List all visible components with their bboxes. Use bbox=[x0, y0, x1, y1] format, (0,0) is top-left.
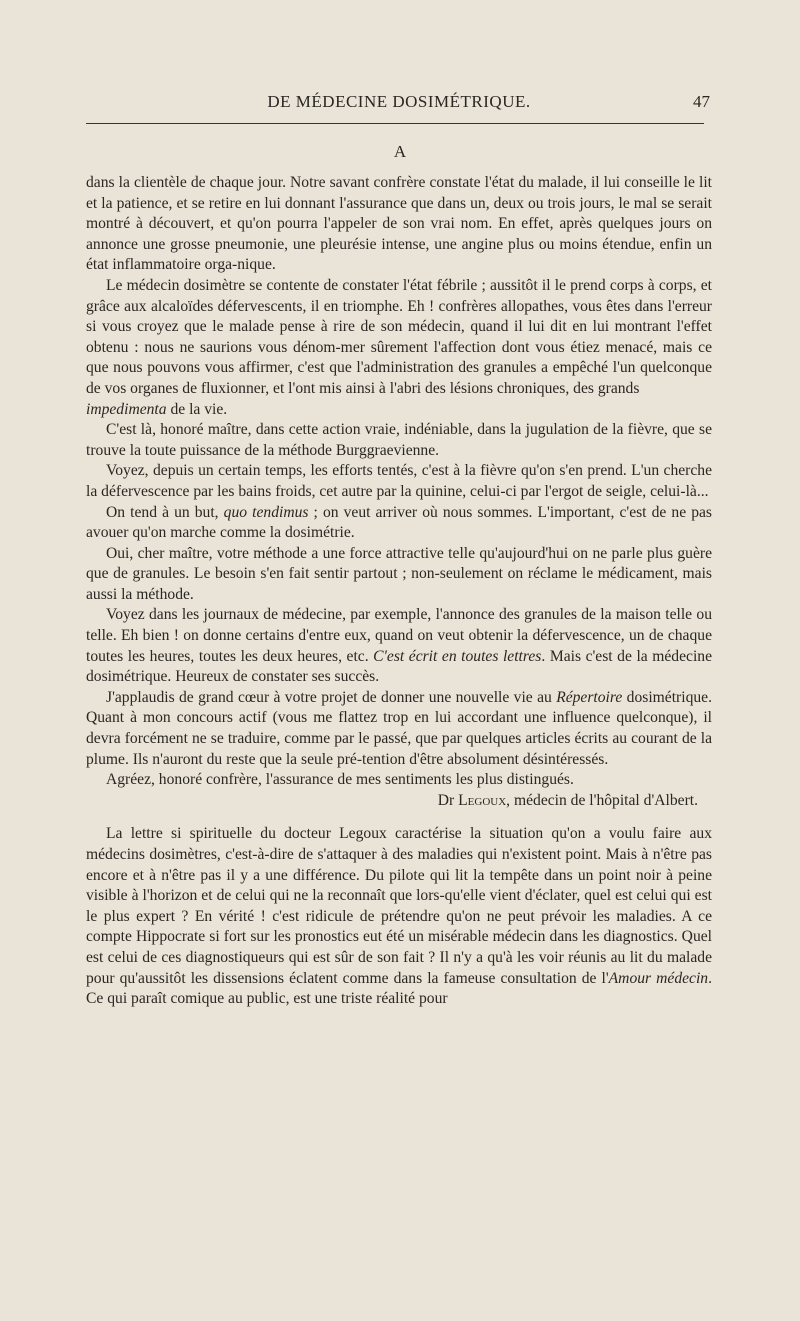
signature-rest: , médecin de l'hôpital d'Albert. bbox=[506, 791, 698, 809]
commentary-paragraph bbox=[86, 824, 712, 1009]
text-run: Voyez dans les journaux de médecine, par exemple, l'annonce des granules de la maison telle ou telle. Eh bien ! on donne certains d'entre eux, quand on veut obtenir la défervescence, un de chaque toutes les heures, toutes les deux heures, etc. bbox=[86, 606, 712, 665]
section-letter: A bbox=[393, 142, 407, 161]
paragraph-continuation bbox=[86, 400, 712, 421]
paragraph-gap bbox=[86, 811, 712, 824]
text-run: dosimétrique. Quant à mon concours actif (vous me flattez trop en lui accordant une influence quelconque), il devra forcément ne se traduire, comme par le passé, que par quelques articles écrits au courant de la plume. Ils n'auront du reste que la seule pré-tention d'être absolument désintéressés. bbox=[86, 688, 712, 768]
page-number: 47 bbox=[693, 92, 710, 111]
closing-line: Agréez, honoré confrère, l'assurance de mes sentiments les plus distingués. bbox=[106, 771, 574, 789]
page-header bbox=[86, 92, 712, 118]
header-rule bbox=[86, 123, 704, 124]
text-run: ; on veut arriver où nous sommes. L'important, c'est de ne pas avouer qu'on marche comme la dosimétrie. bbox=[86, 503, 712, 542]
paragraph bbox=[86, 605, 712, 687]
paragraph bbox=[86, 503, 712, 544]
body-text bbox=[86, 173, 712, 1010]
text-run: On tend à un but, bbox=[106, 503, 224, 521]
running-title: DE MÉDECINE DOSIMÉTRIQUE. bbox=[267, 92, 531, 111]
text-run: J'applaudis de grand cœur à votre projet de donner une nouvelle vie au bbox=[106, 688, 557, 706]
paragraph: Oui, cher maître, votre méthode a une force attractive telle qu'aujourd'hui on ne parle plus guère que de granules. Le besoin s'en fait sentir partout ; non-seulement on réclame le médicament, mais aussi la méthode. bbox=[86, 544, 712, 603]
paragraph bbox=[86, 688, 712, 770]
signature bbox=[86, 791, 712, 812]
paragraph: C'est là, honoré maître, dans cette action vraie, indéniable, dans la jugulation de la fièvre, que se trouve la toute puissance de la méthode Burggraevienne. bbox=[86, 421, 712, 459]
text-run: La lettre si spirituelle du docteur Legoux caractérise la situation qu'on a voulu faire aux médecins dosimètres, c'est-à-dire de s'attaquer à des maladies qui n'existent point. Mais à n'être pas encore et à n'être pas il y a une différence. Du pilote qui lit la tempête dans un point noir à peine visible à l'horizon et de celui qui ne la reconnaît que lors-qu'elle vient d'éclater, quel est celui qui est le plus expert ? En vérité ! c'est ridicule de prétendre qu'on ne peut prévoir les maladies. A ce compte Hippocrate si fort sur les pronostics eut été un misérable médecin dans les diagnostics. Quel est celui de ces diagnostiqueurs qui est sûr de son fait ? Il n'y a qu'à les voir réunis au lit du malade pour qu'aussitôt les dissensions éclatent comme dans la fameuse consultation de l' bbox=[86, 825, 712, 987]
text-run: . Ce qui paraît comique au public, est une triste réalité pour bbox=[86, 969, 712, 1008]
paragraph: Voyez, depuis un certain temps, les efforts tentés, c'est à la fièvre qu'on s'en prend. L'un cherche la défervescence par les bains froids, cet autre par la quinine, celui-ci par l'ergot de seigle, celui-là... bbox=[86, 462, 712, 500]
italic-phrase: Répertoire bbox=[556, 688, 623, 706]
paragraph: Le médecin dosimètre se contente de constater l'état fébrile ; aussitôt il le prend corps à corps, et grâce aux alcaloïdes défervescents, il en triomphe. Eh ! confrères allopathes, vous êtes dans l'erreur si vous croyez que le malade pense à rire de son médecin, quand il lui dit en lui montrant l'effet obtenu : nous ne saurions vous dénom-mer sûrement l'affection dont vous étiez menacé, mais ce que nous pouvons vous affirmer, c'est que l'administration des granules a empêché l'un quelconque de vos organes de fluxionner, et l'ont mis ainsi à l'abri des lésions chroniques, des grands bbox=[86, 276, 712, 397]
text-run: . Mais c'est de la médecine dosimétrique. Heureux de constater ses succès. bbox=[86, 647, 712, 686]
italic-phrase: impedimenta bbox=[86, 400, 167, 418]
signature-name: Legoux bbox=[458, 791, 507, 809]
italic-phrase: C'est écrit en toutes lettres bbox=[373, 647, 542, 665]
text-run: de la vie. bbox=[166, 400, 228, 418]
italic-phrase: Amour médecin bbox=[608, 969, 709, 987]
signature-title: Dr bbox=[437, 791, 459, 809]
paragraph: dans la clientèle de chaque jour. Notre savant confrère constate l'état du malade, il lui conseille le lit et la patience, et se retire en lui donnant l'assurance que dans un, deux ou trois jours, le mal se serait montré à découvert, et qu'on pourra l'appeler de son vrai nom. En effet, après quelques jours on annonce une grosse pneumonie, une pleurésie intense, une angine plus ou moins étendue, enfin un état inflammatoire orga-nique. bbox=[86, 174, 712, 274]
italic-phrase: quo tendimus bbox=[223, 503, 309, 521]
